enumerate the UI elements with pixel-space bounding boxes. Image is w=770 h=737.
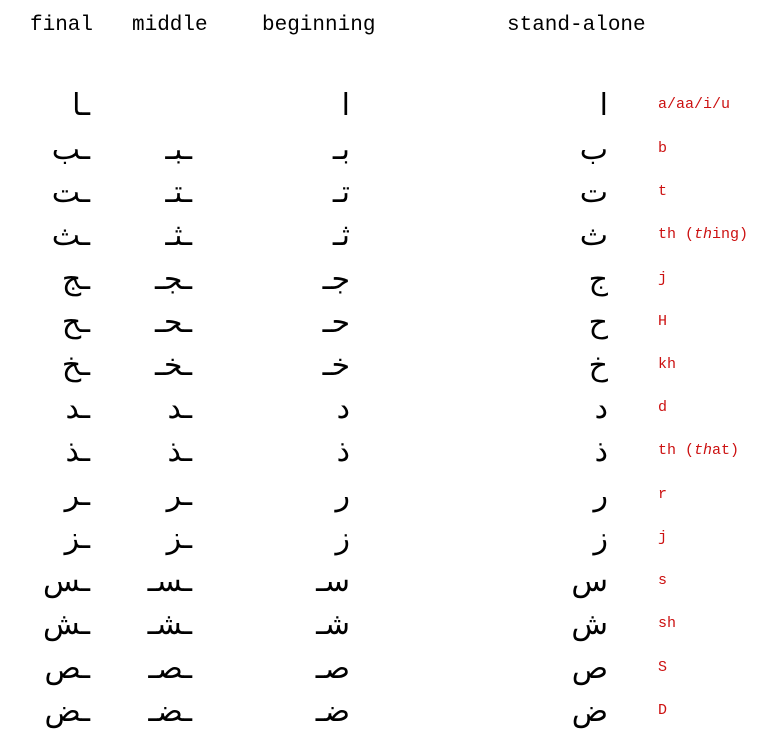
- letter-row: [0, 348, 770, 391]
- final-form: ـا: [72, 88, 90, 123]
- stand-alone-form: ص: [571, 651, 608, 686]
- final-form: ـص: [44, 651, 90, 686]
- stand-alone-form: ث: [579, 218, 608, 253]
- transliteration: [658, 399, 667, 416]
- middle-form: ـر: [166, 478, 192, 513]
- stand-alone-form: ز: [593, 521, 608, 556]
- transliteration: [658, 140, 667, 157]
- transliteration-text: b: [658, 140, 668, 157]
- column-header-beginning: beginning: [262, 14, 376, 37]
- beginning-form: جـ: [322, 262, 350, 297]
- final-form: ـض: [44, 694, 90, 729]
- transliteration-text: th (: [658, 442, 695, 459]
- middle-form: ـبـ: [165, 132, 192, 167]
- transliteration: [658, 486, 667, 503]
- stand-alone-form: ح: [588, 305, 608, 340]
- transliteration-text: kh: [658, 356, 677, 373]
- transliteration: [658, 442, 739, 459]
- final-form: ـش: [42, 607, 90, 642]
- transliteration-text: H: [658, 313, 668, 330]
- final-form: ـذ: [65, 434, 90, 469]
- letter-row: [0, 694, 770, 737]
- transliteration-text: s: [658, 572, 668, 589]
- beginning-form: ز: [335, 521, 350, 556]
- beginning-form: ثـ: [332, 218, 350, 253]
- transliteration: [658, 356, 676, 373]
- transliteration-text: j: [658, 270, 668, 287]
- letter-row: [0, 262, 770, 305]
- transliteration: [658, 615, 676, 632]
- transliteration: [658, 572, 667, 589]
- transliteration: [658, 270, 667, 287]
- middle-form: ـجـ: [155, 262, 192, 297]
- stand-alone-form: س: [571, 564, 608, 599]
- letter-row: [0, 88, 770, 131]
- beginning-form: صـ: [315, 651, 350, 686]
- transliteration: [658, 226, 748, 243]
- beginning-form: ا: [341, 88, 350, 123]
- letter-row: [0, 564, 770, 607]
- beginning-form: ضـ: [315, 694, 350, 729]
- final-form: ـر: [64, 478, 90, 513]
- letter-row: [0, 132, 770, 175]
- middle-form: ـضـ: [148, 694, 192, 729]
- letter-row: [0, 607, 770, 650]
- stand-alone-form: ت: [579, 175, 608, 210]
- column-header-stand-alone: stand-alone: [507, 14, 646, 37]
- final-form: ـد: [65, 391, 90, 426]
- beginning-form: د: [336, 391, 350, 426]
- letter-row: [0, 175, 770, 218]
- middle-form: ـتـ: [165, 175, 192, 210]
- transliteration-text: S: [658, 659, 668, 676]
- stand-alone-form: خ: [588, 348, 608, 383]
- transliteration-text: D: [658, 702, 668, 719]
- letter-row: [0, 521, 770, 564]
- final-form: ـث: [51, 218, 90, 253]
- beginning-form: خـ: [322, 348, 350, 383]
- beginning-form: بـ: [332, 132, 350, 167]
- final-form: ـس: [42, 564, 90, 599]
- stand-alone-form: د: [594, 391, 608, 426]
- column-header-final: final: [30, 14, 94, 37]
- stand-alone-form: ض: [571, 694, 608, 729]
- transliteration-text: d: [658, 399, 668, 416]
- middle-form: ـسـ: [147, 564, 192, 599]
- middle-form: ـذ: [167, 434, 192, 469]
- middle-form: ـصـ: [148, 651, 192, 686]
- beginning-form: حـ: [322, 305, 350, 340]
- stand-alone-form: ذ: [594, 434, 608, 469]
- letter-row: [0, 478, 770, 521]
- transliteration-text: r: [658, 486, 668, 503]
- final-form: ـز: [64, 521, 90, 556]
- final-form: ـت: [51, 175, 90, 210]
- stand-alone-form: ا: [599, 88, 608, 123]
- letter-row: [0, 218, 770, 261]
- middle-form: ـثـ: [165, 218, 192, 253]
- letter-row: [0, 391, 770, 434]
- transliteration: [658, 313, 667, 330]
- transliteration-text: th (: [658, 226, 695, 243]
- transliteration-example-emphasis: th: [694, 442, 713, 459]
- final-form: ـح: [61, 305, 90, 340]
- stand-alone-form: ش: [571, 607, 608, 642]
- transliteration-text: a/aa/i/u: [658, 96, 731, 113]
- beginning-form: شـ: [316, 607, 350, 642]
- letter-row: [0, 651, 770, 694]
- stand-alone-form: ر: [593, 478, 608, 513]
- beginning-form: تـ: [332, 175, 350, 210]
- middle-form: ـشـ: [147, 607, 192, 642]
- stand-alone-form: ب: [579, 132, 608, 167]
- letter-row: [0, 434, 770, 477]
- transliteration-example-rest: at): [712, 442, 740, 459]
- transliteration: [658, 529, 667, 546]
- transliteration-text: j: [658, 529, 668, 546]
- transliteration: [658, 183, 667, 200]
- transliteration-example-emphasis: th: [694, 226, 713, 243]
- middle-form: ـز: [166, 521, 192, 556]
- transliteration-text: t: [658, 183, 668, 200]
- transliteration-text: sh: [658, 615, 677, 632]
- letter-row: [0, 305, 770, 348]
- transliteration: [658, 702, 667, 719]
- final-form: ـب: [51, 132, 90, 167]
- transliteration-example-rest: ing): [712, 226, 749, 243]
- final-form: ـج: [61, 262, 90, 297]
- transliteration: [658, 659, 667, 676]
- middle-form: ـخـ: [155, 348, 192, 383]
- stand-alone-form: ج: [588, 262, 608, 297]
- transliteration: [658, 96, 730, 113]
- beginning-form: سـ: [316, 564, 350, 599]
- middle-form: ـد: [167, 391, 192, 426]
- beginning-form: ذ: [336, 434, 350, 469]
- beginning-form: ر: [335, 478, 350, 513]
- column-header-middle: middle: [132, 14, 208, 37]
- final-form: ـخ: [61, 348, 90, 383]
- middle-form: ـحـ: [155, 305, 192, 340]
